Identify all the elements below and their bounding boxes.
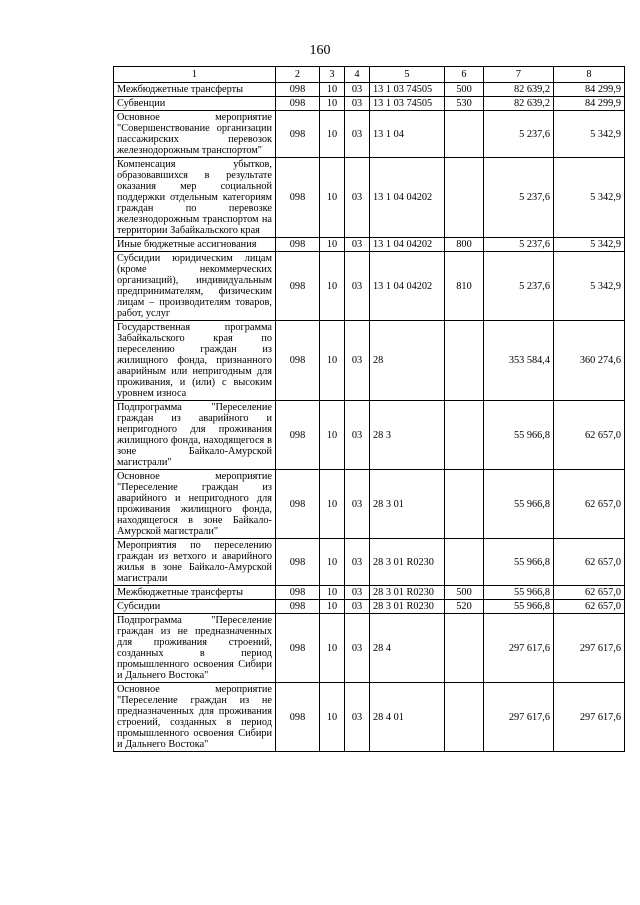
table-row — [114, 321, 625, 401]
row-value-cell: 84 299,9 — [554, 97, 625, 111]
row-value-cell: 10 — [320, 470, 345, 539]
row-value-cell: 500 — [445, 83, 484, 97]
row-value-cell: 82 639,2 — [484, 83, 554, 97]
row-value-cell: 55 966,8 — [484, 401, 554, 470]
row-value-cell: 297 617,6 — [554, 683, 625, 752]
row-value-cell: 03 — [345, 539, 370, 586]
row-value-cell — [445, 111, 484, 158]
row-value-cell: 810 — [445, 252, 484, 321]
row-name-cell: Подпрограмма "Переселение граждан из аварийного и непригодного для проживания жилищного фонда, находящегося в зоне Байкало-Амурской магистрали" — [114, 401, 276, 470]
row-value-cell: 28 3 01 R0230 — [370, 600, 445, 614]
row-value-cell: 03 — [345, 158, 370, 238]
table-row — [114, 401, 625, 470]
row-value-cell: 10 — [320, 252, 345, 321]
column-header: 4 — [345, 67, 370, 83]
table-row — [114, 586, 625, 600]
row-value-cell: 03 — [345, 683, 370, 752]
row-value-cell: 098 — [276, 321, 320, 401]
row-value-cell: 03 — [345, 401, 370, 470]
table-row — [114, 683, 625, 752]
row-name-cell: Межбюджетные трансферты — [114, 83, 276, 97]
row-value-cell: 10 — [320, 83, 345, 97]
row-value-cell — [445, 470, 484, 539]
row-value-cell: 098 — [276, 539, 320, 586]
row-value-cell: 03 — [345, 586, 370, 600]
row-value-cell: 03 — [345, 83, 370, 97]
row-value-cell: 13 1 04 04202 — [370, 252, 445, 321]
row-name-cell: Подпрограмма "Переселение граждан из не предназначенных для проживания строений, созданных в период промышленного освоения Сибири и Дальнего Востока" — [114, 614, 276, 683]
row-value-cell: 84 299,9 — [554, 83, 625, 97]
row-value-cell: 13 1 04 04202 — [370, 158, 445, 238]
row-value-cell: 10 — [320, 401, 345, 470]
row-value-cell: 62 657,0 — [554, 600, 625, 614]
table-row — [114, 600, 625, 614]
row-value-cell: 360 274,6 — [554, 321, 625, 401]
row-value-cell: 5 237,6 — [484, 111, 554, 158]
column-header: 2 — [276, 67, 320, 83]
budget-table — [113, 66, 625, 752]
row-value-cell: 10 — [320, 97, 345, 111]
row-value-cell: 500 — [445, 586, 484, 600]
table-row — [114, 252, 625, 321]
row-value-cell: 10 — [320, 321, 345, 401]
row-value-cell — [445, 321, 484, 401]
row-value-cell: 098 — [276, 683, 320, 752]
table-row — [114, 111, 625, 158]
row-value-cell: 098 — [276, 614, 320, 683]
row-value-cell: 28 3 — [370, 401, 445, 470]
row-value-cell: 13 1 03 74505 — [370, 83, 445, 97]
page-number: 160 — [309, 43, 331, 58]
column-header: 8 — [554, 67, 625, 83]
row-value-cell: 62 657,0 — [554, 470, 625, 539]
table-row — [114, 614, 625, 683]
row-value-cell: 28 3 01 R0230 — [370, 539, 445, 586]
row-value-cell: 10 — [320, 683, 345, 752]
row-value-cell: 03 — [345, 97, 370, 111]
table-row — [114, 238, 625, 252]
row-name-cell: Основное мероприятие "Совершенствование организации пассажирских перевозок железнодорожным транспортом" — [114, 111, 276, 158]
row-value-cell: 55 966,8 — [484, 470, 554, 539]
row-value-cell: 5 237,6 — [484, 252, 554, 321]
row-value-cell: 13 1 04 — [370, 111, 445, 158]
row-value-cell: 353 584,4 — [484, 321, 554, 401]
row-value-cell: 520 — [445, 600, 484, 614]
row-value-cell: 55 966,8 — [484, 600, 554, 614]
column-header: 7 — [484, 67, 554, 83]
row-value-cell: 5 237,6 — [484, 238, 554, 252]
row-name-cell: Основное мероприятие "Переселение граждан из не предназначенных для проживания строений, созданных в период промышленного освоения Сибири и Дальнего Востока" — [114, 683, 276, 752]
row-value-cell: 28 3 01 R0230 — [370, 586, 445, 600]
row-value-cell: 098 — [276, 600, 320, 614]
row-name-cell: Компенсация убытков, образовавшихся в результате оказания мер социальной поддержки отдельным категориям граждан по перевозке железнодорожным транспортом на территории Забайкальского края — [114, 158, 276, 238]
row-name-cell: Основное мероприятие "Переселение граждан из аварийного и непригодного для проживания жилищного фонда, находящегося в зоне Байкало-Амурской магистрали" — [114, 470, 276, 539]
row-value-cell: 297 617,6 — [484, 614, 554, 683]
row-value-cell: 297 617,6 — [554, 614, 625, 683]
row-value-cell — [445, 539, 484, 586]
row-value-cell: 28 4 — [370, 614, 445, 683]
row-value-cell: 13 1 04 04202 — [370, 238, 445, 252]
row-value-cell: 55 966,8 — [484, 586, 554, 600]
row-value-cell: 03 — [345, 600, 370, 614]
table-row — [114, 539, 625, 586]
row-value-cell: 098 — [276, 586, 320, 600]
row-name-cell: Субсидии юридическим лицам (кроме некоммерческих организаций), индивидуальным предпринимателям, физическим лицам – производителям товаров, работ, услуг — [114, 252, 276, 321]
row-value-cell: 03 — [345, 321, 370, 401]
row-value-cell: 5 237,6 — [484, 158, 554, 238]
row-value-cell: 03 — [345, 252, 370, 321]
row-value-cell: 530 — [445, 97, 484, 111]
row-value-cell: 098 — [276, 401, 320, 470]
table-row — [114, 470, 625, 539]
table-row — [114, 97, 625, 111]
row-value-cell: 098 — [276, 470, 320, 539]
row-value-cell: 03 — [345, 111, 370, 158]
row-value-cell: 62 657,0 — [554, 539, 625, 586]
row-value-cell — [445, 158, 484, 238]
row-value-cell: 098 — [276, 111, 320, 158]
row-name-cell: Иные бюджетные ассигнования — [114, 238, 276, 252]
row-value-cell: 10 — [320, 238, 345, 252]
row-value-cell — [445, 401, 484, 470]
column-header: 1 — [114, 67, 276, 83]
row-value-cell: 03 — [345, 470, 370, 539]
row-value-cell: 5 342,9 — [554, 158, 625, 238]
table-row — [114, 83, 625, 97]
row-name-cell: Государственная программа Забайкальского края по переселению граждан из жилищного фонда, признанного аварийным или непригодным для проживания, и (или) с высоким уровнем износа — [114, 321, 276, 401]
row-value-cell: 13 1 03 74505 — [370, 97, 445, 111]
row-name-cell: Мероприятия по переселению граждан из ветхого и аварийного жилья в зоне Байкало-Амурской магистрали — [114, 539, 276, 586]
row-value-cell: 5 342,9 — [554, 238, 625, 252]
row-value-cell: 55 966,8 — [484, 539, 554, 586]
row-name-cell: Субвенции — [114, 97, 276, 111]
row-value-cell: 82 639,2 — [484, 97, 554, 111]
row-value-cell: 098 — [276, 83, 320, 97]
row-name-cell: Межбюджетные трансферты — [114, 586, 276, 600]
row-value-cell: 10 — [320, 586, 345, 600]
row-value-cell: 5 342,9 — [554, 111, 625, 158]
row-value-cell: 098 — [276, 238, 320, 252]
row-value-cell: 10 — [320, 539, 345, 586]
column-header: 6 — [445, 67, 484, 83]
row-value-cell: 098 — [276, 97, 320, 111]
table-row — [114, 158, 625, 238]
column-header: 3 — [320, 67, 345, 83]
row-value-cell: 10 — [320, 158, 345, 238]
row-name-cell: Субсидии — [114, 600, 276, 614]
row-value-cell — [445, 683, 484, 752]
row-value-cell: 03 — [345, 614, 370, 683]
row-value-cell: 62 657,0 — [554, 401, 625, 470]
row-value-cell: 28 3 01 — [370, 470, 445, 539]
row-value-cell: 03 — [345, 238, 370, 252]
row-value-cell: 28 — [370, 321, 445, 401]
row-value-cell — [445, 614, 484, 683]
row-value-cell: 297 617,6 — [484, 683, 554, 752]
column-header: 5 — [370, 67, 445, 83]
row-value-cell: 5 342,9 — [554, 252, 625, 321]
row-value-cell: 28 4 01 — [370, 683, 445, 752]
row-value-cell: 10 — [320, 111, 345, 158]
row-value-cell: 10 — [320, 600, 345, 614]
row-value-cell: 098 — [276, 252, 320, 321]
row-value-cell: 62 657,0 — [554, 586, 625, 600]
row-value-cell: 10 — [320, 614, 345, 683]
table-header-row — [114, 67, 625, 83]
row-value-cell: 098 — [276, 158, 320, 238]
row-value-cell: 800 — [445, 238, 484, 252]
